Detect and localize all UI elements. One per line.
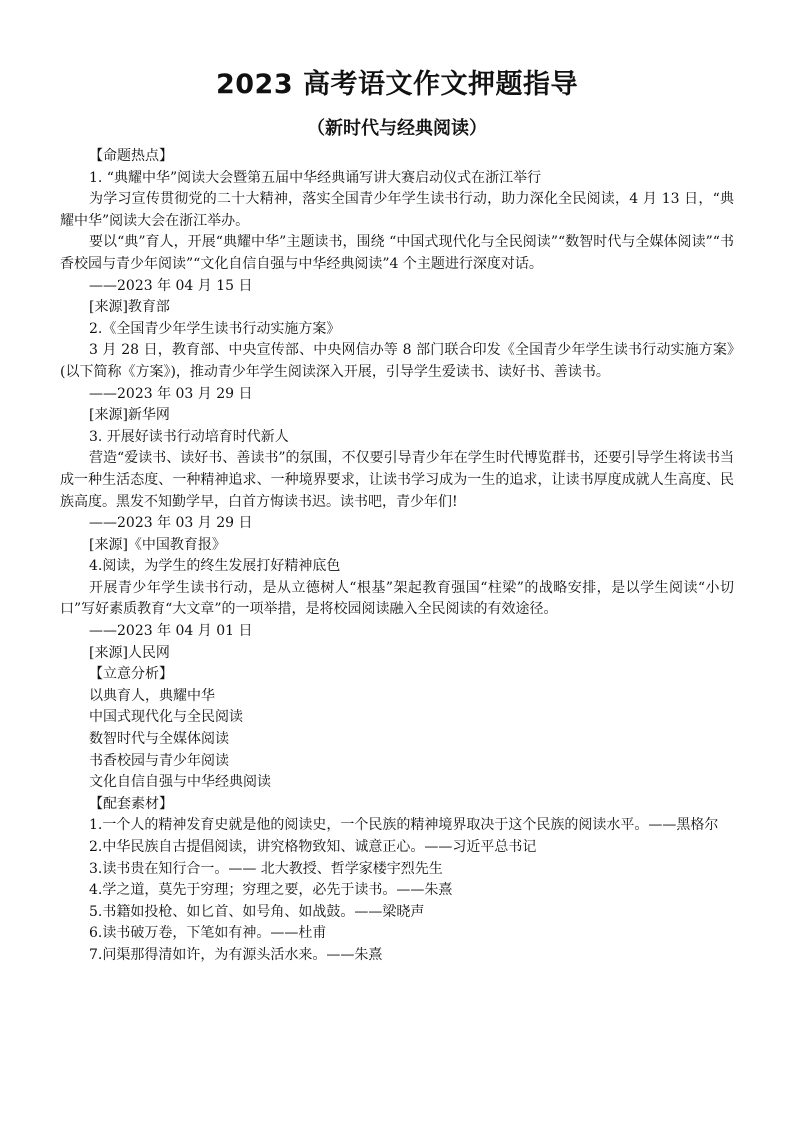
hot-topic-3-title: 3. 开展好读书行动培育时代新人	[89, 428, 289, 445]
analysis-item: 中国式现代化与全民阅读	[89, 709, 243, 726]
document-title: 2023 高考语文作文押题指导	[215, 69, 579, 100]
material-quote: 5.书籍如投枪、如匕首、如号角、如战鼓。——梁晓声	[89, 903, 425, 920]
analysis-item: 书香校园与青少年阅读	[89, 752, 229, 769]
material-quote: 6.读书破万卷，下笔如有神。——杜甫	[89, 925, 327, 942]
material-quote: 2.中华民族自古提倡阅读，讲究格物致知、诚意正心。——习近平总书记	[89, 839, 537, 855]
section-heading-hot-topics: 【命题热点】	[89, 148, 173, 164]
hot-topic-4-source: [来源]人民网	[89, 644, 170, 661]
hot-topic-4-title: 4.阅读，为学生的终生发展打好精神底色	[89, 558, 341, 575]
analysis-item: 以典育人，典耀中华	[89, 687, 215, 704]
hot-topic-1-paragraph-1: 为学习宣传贯彻党的二十大精神，落实全国青少年学生读书行动，助力深化全民阅读，4 月 13 日，“典耀中华”阅读大会在浙江举办。	[60, 191, 734, 229]
material-quote: 3.读书贵在知行合一。—— 北大教授、哲学家楼宇烈先生	[89, 860, 443, 877]
hot-topic-3-source: [来源]《中国教育报》	[89, 536, 226, 553]
hot-topic-1-source: [来源]教育部	[89, 299, 170, 316]
hot-topic-2-title: 2.《全国青少年学生读书行动实施方案》	[89, 320, 341, 337]
hot-topic-3-date: ——2023 年 03 月 29 日	[89, 515, 253, 532]
document-body	[60, 146, 734, 967]
hot-topic-1-paragraph-2: 要以“典”育人，开展“典耀中华”主题读书，围绕 “中国式现代化与全民阅读”“数智时代与全媒体阅读”“书香校园与青少年阅读”“文化自信自强与中华经典阅读”4 个主题进行深度对话。	[60, 234, 734, 272]
hot-topic-4-date: ——2023 年 04 月 01 日	[89, 623, 253, 640]
material-quote: 4.学之道，莫先于穷理；穷理之要，必先于读书。——朱熹	[89, 882, 453, 899]
hot-topic-2-paragraph-1: 3 月 28 日，教育部、中央宣传部、中央网信办等 8 部门联合印发《全国青少年学生读书行动实施方案》(以下简称《方案》)，推动青少年学生阅读深入开展，引导学生爱读书、读好书、善读书。	[60, 342, 734, 380]
hot-topic-1-date: ——2023 年 04 月 15 日	[89, 277, 253, 294]
section-heading-materials: 【配套素材】	[89, 795, 173, 812]
material-quote: 1.一个人的精神发育史就是他的阅读史，一个民族的精神境界取决于这个民族的阅读水平。——黑格尔	[89, 817, 719, 834]
hot-topic-1-title: 1. “典耀中华”阅读大会暨第五届中华经典诵写讲大赛启动仪式在浙江举行	[89, 169, 542, 186]
hot-topic-3-paragraph-1: 营造“爱读书、读好书、善读书”的氛围，不仅要引导青少年在学生时代博览群书，还要引导学生将读书当成一种生活态度、一种精神追求、一种境界要求，让读书学习成为一生的追求，让读书厚度成就人生高度、民族高度。黑发不知勤学早，白首方悔读书迟。读书吧，青少年们!	[60, 450, 734, 510]
section-heading-analysis: 【立意分析】	[89, 666, 173, 683]
material-quote: 7.问渠那得清如许，为有源头活水来。——朱熹	[89, 946, 383, 963]
analysis-item: 文化自信自强与中华经典阅读	[89, 774, 271, 791]
analysis-item: 数智时代与全媒体阅读	[89, 731, 229, 748]
hot-topic-4-paragraph-1: 开展青少年学生读书行动，是从立德树人“根基”架起教育强国“柱梁”的战略安排，是以学生阅读“小切口”写好素质教育“大文章”的一项举措，是将校园阅读融入全民阅读的有效途径。	[60, 579, 734, 618]
document-subtitle: （新时代与经典阅读）	[307, 118, 487, 139]
hot-topic-2-source: [来源]新华网	[89, 407, 170, 424]
hot-topic-2-date: ——2023 年 03 月 29 日	[89, 385, 253, 402]
